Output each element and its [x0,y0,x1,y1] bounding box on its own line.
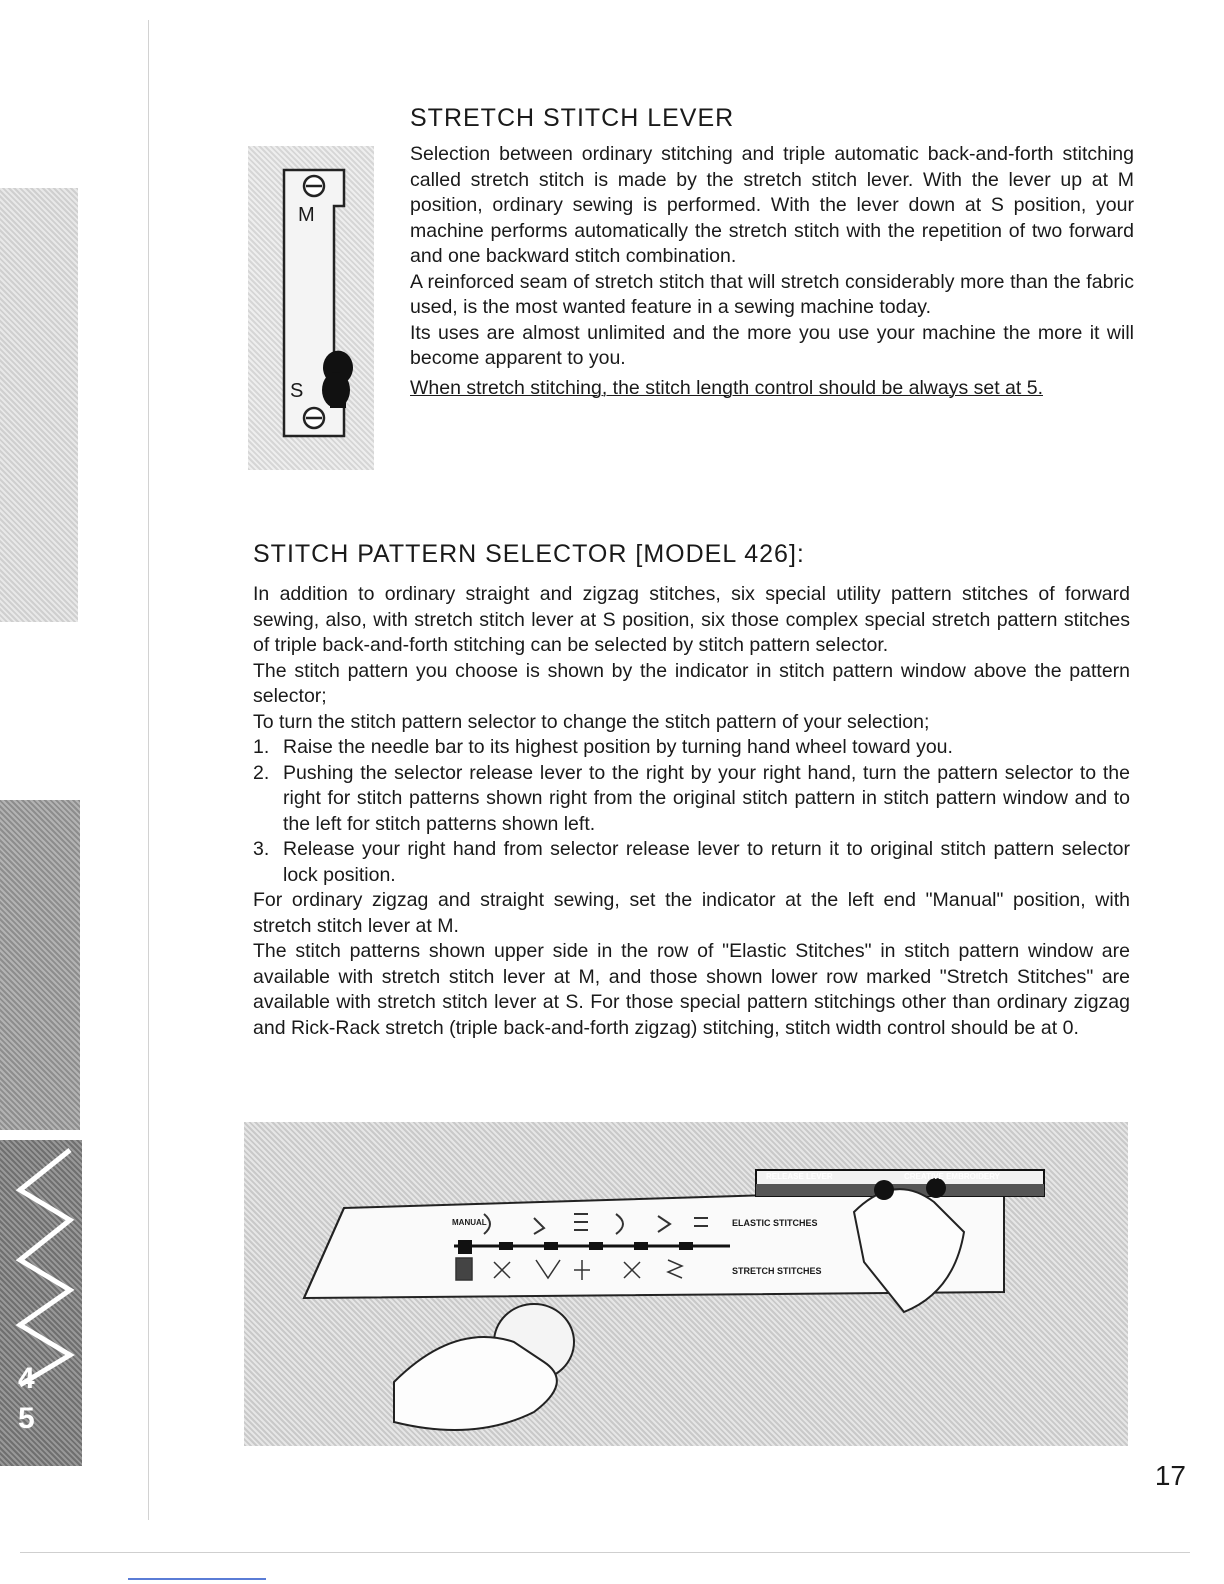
stretch-paragraph-1: Selection between ordinary stitching and triple automatic back-and-forth stitching called stretch stitch is made by the stretch stitch lever. With the lever up at M position, ordinary sewing is performed. With the lever down at S position, your machine performs automatically the stretch stitch with the repetition of two forward and one backward stitch combination. [410,143,1134,267]
release-lever-label: RELEASE LEVER [766,1172,833,1181]
lever-label-s: S [290,380,304,402]
selector-drawing [244,1122,1128,1446]
stretch-length-note: When stretch stitching, the stitch length control should be always set at 5. [410,376,1043,399]
creative-embroidery-label: CREATIVE EMBROIDERY [904,1172,1001,1181]
step-number: 1. [253,736,270,758]
stretch-lever-heading: STRETCH STITCH LEVER [410,104,735,132]
step-text: Pushing the selector release lever to the right by your right hand, turn the pattern selector to the right for stitch patterns shown right from the original stitch pattern in stitch pattern window and to the left for stitch patterns shown left. [283,761,1130,835]
selector-intro-1: In addition to ordinary straight and zigzag stitches, six special utility pattern stitches of forward sewing, also, with stretch stitch lever at S position, six those complex special stretch pattern stitches of triple back-and-forth stitching can be selected by stitch pattern selector. [253,583,1130,656]
scan-edge-strip-middle [0,800,80,1130]
zigzag-edge-graphic [0,1140,82,1466]
selector-step-3 [253,837,1130,888]
stretch-lever-text [410,142,1134,401]
scan-edge-strip-top [0,188,78,622]
edge-mark-5: 5 [18,1402,35,1435]
selector-step-1 [253,735,1130,761]
step-text: Release your right hand from selector release lever to return it to original stitch pattern selector lock position. [283,838,1130,886]
edge-mark-4: 4 [18,1362,35,1395]
selector-heading: STITCH PATTERN SELECTOR [MODEL 426]: [253,540,805,568]
lever-diagram [248,146,374,470]
elastic-stitches-label: ELASTIC STITCHES [732,1218,818,1228]
stretch-lever-figure [248,146,374,470]
selector-text [253,582,1130,1041]
selector-intro-2: The stitch pattern you choose is shown by the indicator in stitch pattern window above the pattern selector; [253,659,1130,707]
binding-line [148,20,149,1520]
scan-edge-strip-bottom [0,1140,82,1466]
footer-rule [20,1552,1190,1553]
lever-label-m: M [298,204,315,226]
step-number: 2. [253,761,270,784]
blue-edge-line [128,1578,266,1580]
stretch-stitches-label: STRETCH STITCHES [732,1266,822,1276]
manual-label: MANUAL [452,1218,487,1227]
stretch-paragraph-3: Its uses are almost unlimited and the more you use your machine the more it will become apparent to you. [410,321,1134,369]
pattern-selector-illustration [244,1122,1128,1446]
step-text: Raise the needle bar to its highest position by turning hand wheel toward you. [283,736,953,758]
selector-outro-2: The stitch patterns shown upper side in the row of "Elastic Stitches" in stitch pattern window are available with stretch stitch lever at M, and those shown lower row marked "Stretch Stitches" are available with stretch stitch lever at S. For those special pattern stitchings other than ordinary zigzag and Rick-Rack stretch (triple back-and-forth zigzag) stitching, stitch width control should be at 0. [253,940,1130,1039]
selector-outro-1: For ordinary zigzag and straight sewing, set the indicator at the left end "Manual" position, with stretch stitch lever at M. [253,889,1130,937]
step-number: 3. [253,838,270,860]
selector-step-2 [253,761,1130,838]
selector-intro-3: To turn the stitch pattern selector to change the stitch pattern of your selection; [253,710,930,733]
stretch-paragraph-2: A reinforced seam of stretch stitch that will stretch considerably more than the fabric used, is the most wanted feature in a sewing machine today. [410,270,1134,318]
page-number: 17 [1154,1460,1186,1491]
